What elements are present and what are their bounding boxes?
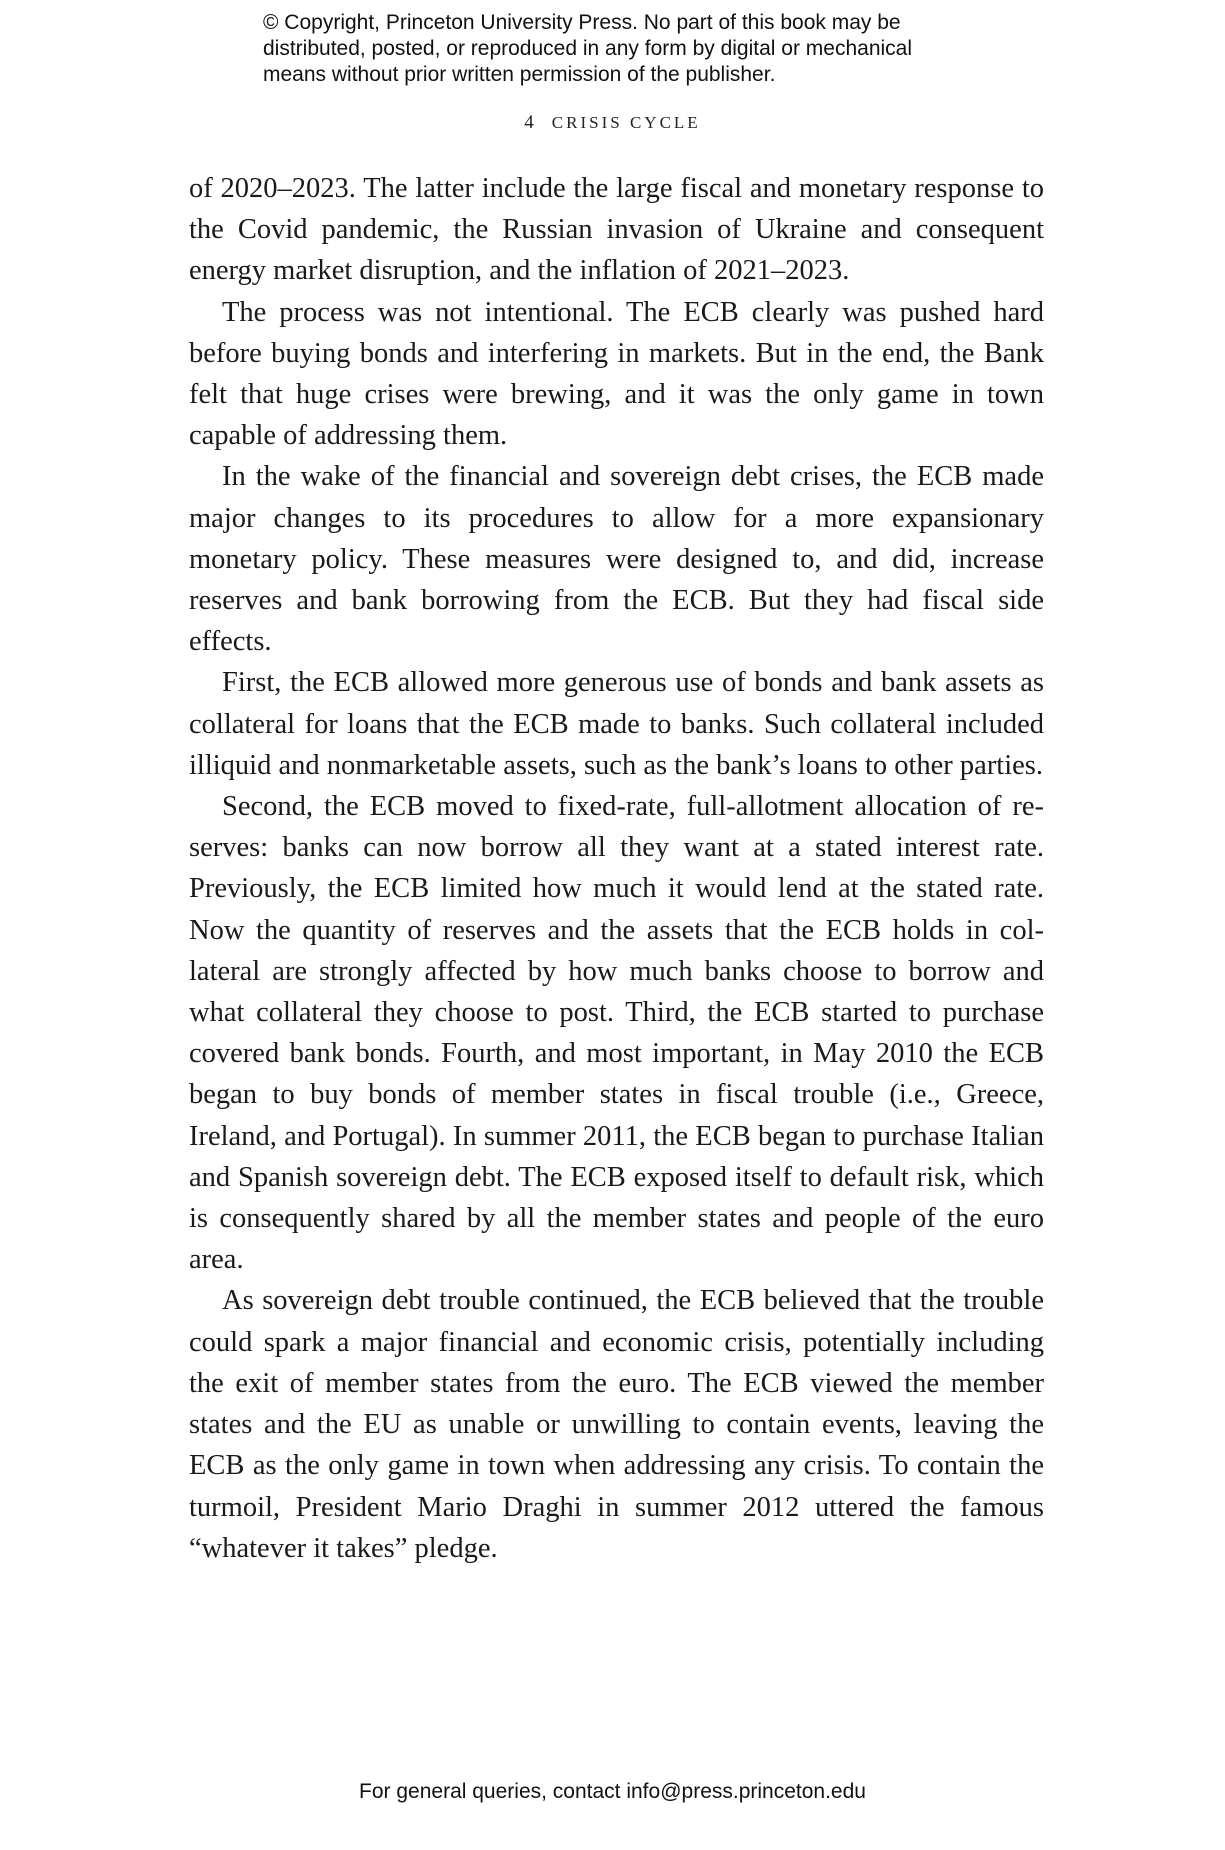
paragraph: The process was not intentional. The ECB clearly was pushed hard before buying bonds and interfering in markets. But in the end, the Bank felt that huge crises were brewing, and it was the only game in town capable of addressing them. <box>189 296 1044 452</box>
running-head <box>0 112 1225 134</box>
copyright-line-3: means without prior written permission of the publisher. <box>263 63 776 86</box>
page-number: 4 <box>524 112 534 133</box>
paragraph: of 2020–2023. The latter include the large fiscal and monetary response to the Covid pandemic, the Russian invasion of Ukraine and consequent energy market disruption, and the inflation of 2021–2023. <box>189 173 1044 287</box>
paragraph: Second, the ECB moved to fixed-rate, full-allotment allocation of reserves: banks can now borrow all they want at a stated interest rate. Previously, the ECB limited how much it would lend at the stated rate. Now the quantity of reserves and the assets that the ECB holds in collateral are strongly affected by how much banks choose to borrow and what collateral they choose to post. Third, the ECB started to purchase covered bank bonds. Fourth, and most important, in May 2010 the ECB began to buy bonds of member states in fiscal trouble (i.e., Greece, Ireland, and Portugal). In summer 2011, the ECB began to purchase Italian and Spanish sovereign debt. The ECB exposed itself to default risk, which is consequently shared by all the member states and people of the euro area. <box>189 791 1044 1276</box>
paragraph: First, the ECB allowed more generous use of bonds and bank assets as collateral for loans that the ECB made to banks. Such collateral included illiquid and nonmarketable assets, such as the bank’s loans to other parties. <box>189 667 1044 781</box>
copyright-line-2: distributed, posted, or reproduced in any form by digital or mechanical <box>263 37 913 60</box>
paragraph: As sovereign debt trouble continued, the ECB believed that the trouble could spark a major financial and economic crisis, potentially including the exit of member states from the euro. The ECB viewed the member states and the EU as unable or unwilling to contain events, leaving the ECB as the only game in town when addressing any crisis. To contain the turmoil, President Mario Draghi in summer 2012 uttered the famous “whatever it takes” pledge. <box>189 1285 1044 1564</box>
body-text <box>189 168 1044 1569</box>
footer-contact: For general queries, contact info@press.princeton.edu <box>359 1780 866 1803</box>
copyright-notice <box>263 10 1023 88</box>
paragraph: In the wake of the financial and sovereign debt crises, the ECB made major changes to its procedures to allow for a more expansionary monetary policy. These measures were designed to, and did, increase reserves and bank borrowing from the ECB. But they had fiscal side effects. <box>189 461 1044 658</box>
running-head-title: CRISIS CYCLE <box>551 113 701 132</box>
copyright-line-1: © Copyright, Princeton University Press. No part of this book may be <box>263 11 901 34</box>
